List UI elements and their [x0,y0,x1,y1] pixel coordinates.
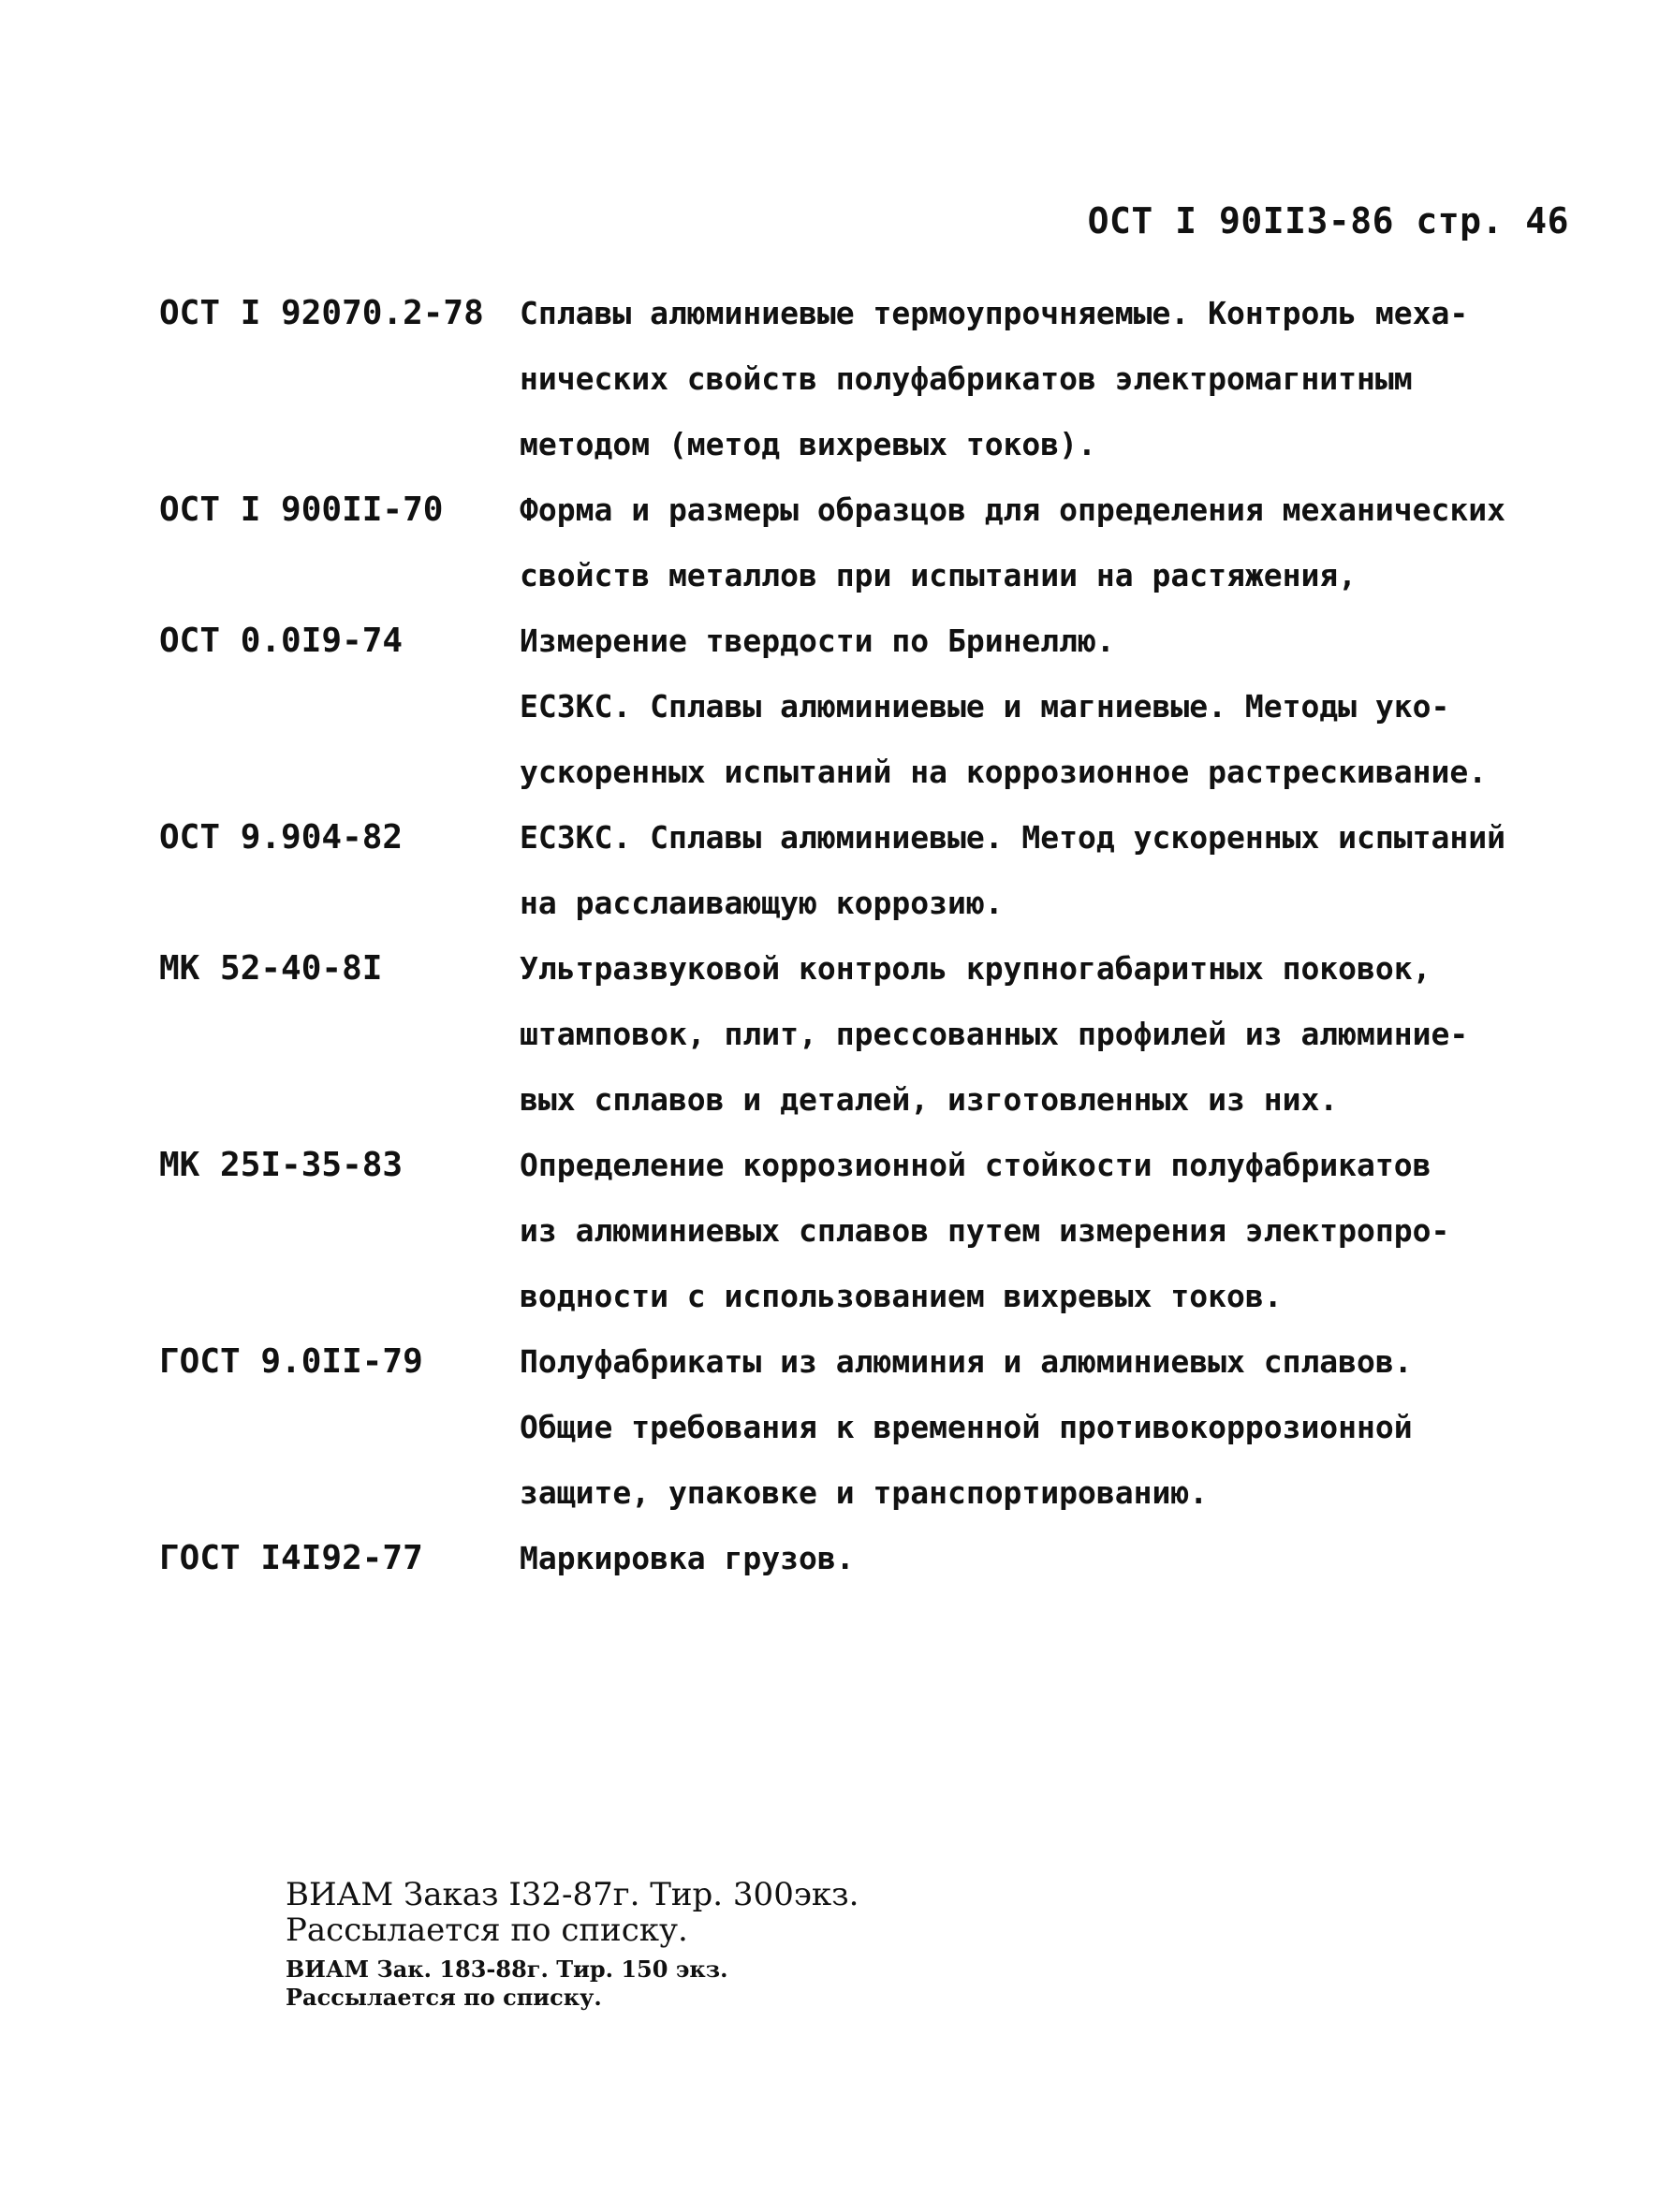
reference-code: ОСТ 9.904-82 [159,818,404,857]
imprint-order-line: ВИАМ Заказ І32-87г. Тир. 300экз. [286,1876,859,1913]
description-line: Маркировка грузов. [520,1540,855,1576]
reference-code: ОСТ I 900ІІ-70 [159,491,444,529]
reference-code: ГОСТ І4І92-77 [159,1539,423,1577]
reference-code: ОСТ 0.0І9-74 [159,622,404,660]
description-line: ЕСЗКС. Сплавы алюминиевые. Метод ускоренных испытаний [520,819,1505,856]
description-line: Определение коррозионной стойкости полуфабрикатов [520,1147,1431,1183]
description-line: Полуфабрикаты из алюминия и алюминиевых сплавов. [520,1343,1413,1380]
reference-row [159,674,1582,805]
description-line: штамповок, плит, прессованных профилей из алюминие- [520,1016,1469,1052]
description-line: свойств металлов при испытании на растяжения, [520,557,1358,593]
reference-description [520,1526,1582,1591]
description-line: защите, упаковке и транспортированию. [520,1474,1209,1511]
description-line: на расслаивающую коррозию. [520,885,1004,921]
imprint-reprint-distribution-line: Рассылается по списку. [286,1984,602,2011]
reference-row [159,1329,1582,1526]
reference-description [520,674,1582,805]
reference-description [520,1133,1582,1329]
reference-description [520,477,1582,608]
references-list [159,281,1582,1591]
reference-code: ОСТ I 92070.2-78 [159,294,484,332]
imprint [286,1877,859,2012]
reference-row [159,608,1582,674]
reference-row [159,1526,1582,1591]
reference-code: МК 25І-35-83 [159,1146,404,1184]
imprint-reprint-order-line: ВИАМ Зак. 183-88г. Тир. 150 экз. [286,1956,728,1983]
description-line: ЕСЗКС. Сплавы алюминиевые и магниевые. Методы уко- [520,688,1450,725]
reference-row [159,477,1582,608]
reference-description [520,805,1582,936]
page-header: ОСТ I 90ІІЗ-86 стр. 46 [1087,200,1569,242]
description-line: ускоренных испытаний на коррозионное растрескивание. [520,754,1488,790]
description-line: Форма и размеры образцов для определения механических [520,491,1505,528]
description-line: Ультразвуковой контроль крупногабаритных поковок, [520,950,1431,987]
description-line: Общие требования к временной противокоррозионной [520,1409,1413,1445]
description-line: Измерение твердости по Бринеллю. [520,623,1115,659]
description-line: водности с использованием вихревых токов. [520,1278,1283,1314]
reference-row [159,805,1582,936]
description-line: нических свойств полуфабрикатов электромагнитным [520,360,1413,397]
reference-description [520,1329,1582,1526]
reference-description [520,281,1582,477]
description-line: методом (метод вихревых токов). [520,426,1096,462]
description-line: вых сплавов и деталей, изготовленных из них. [520,1081,1339,1118]
description-line: Сплавы алюминиевые термоупрочняемые. Контроль меха- [520,295,1469,331]
reference-row [159,281,1582,477]
reference-code: ГОСТ 9.0ІІ-79 [159,1342,423,1381]
reference-description [520,936,1582,1133]
reference-code: МК 52-40-8І [159,949,383,988]
reference-description [520,608,1582,674]
imprint-distribution-line: Рассылается по списку. [286,1912,688,1949]
reference-row [159,1133,1582,1329]
description-line: из алюминиевых сплавов путем измерения электропро- [520,1212,1450,1249]
reference-row [159,936,1582,1133]
